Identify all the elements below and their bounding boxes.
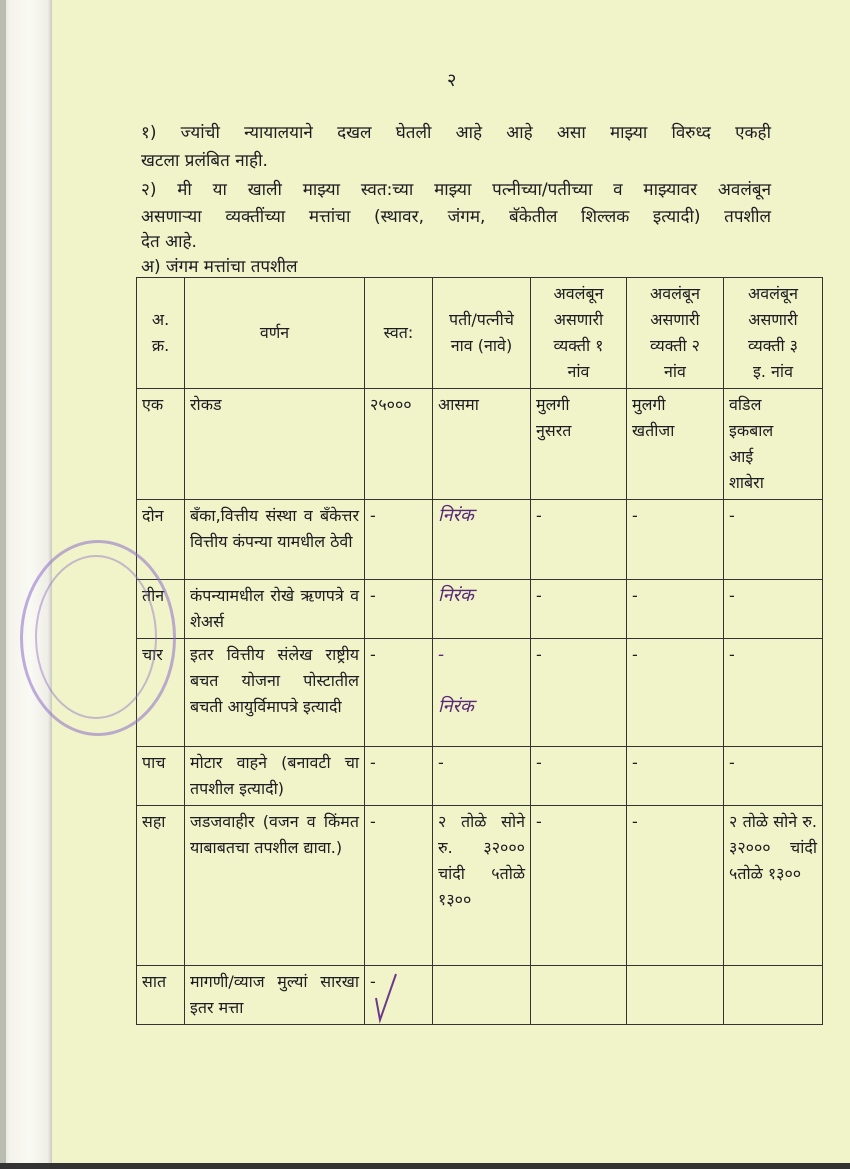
cell-spouse [433, 966, 531, 1025]
page-edge-shadow [0, 0, 6, 1169]
cell-serial: दोन [137, 500, 185, 580]
paragraph-1-line-1: १) ज्यांची न्यायालयाने दखल घेतली आहे आहे असा माझ्या विरुध्द एकही [141, 123, 771, 143]
cell-self: - [365, 639, 433, 747]
cell-self: - [365, 747, 433, 806]
header-dependent-1: अवलंबून असणारी व्यक्ती १ नांव [531, 278, 627, 389]
cell-serial: एक [137, 389, 185, 500]
table-row [137, 806, 823, 966]
cell-spouse: आसमा [433, 389, 531, 500]
cell-dependent-2: - [627, 747, 724, 806]
cell-dependent-3: २ तोळे सोने रु. ३२००० चांदी ५तोळे १३०० [724, 806, 823, 966]
cell-description: मागणी/व्याज मुल्यां सारखा इतर मत्ता [185, 966, 365, 1025]
cell-dependent-2: - [627, 806, 724, 966]
table-row [137, 500, 823, 580]
scan-bottom-border [0, 1163, 850, 1169]
cell-dependent-2 [627, 966, 724, 1025]
cell-self: - [365, 966, 433, 1025]
paragraph-2-line-3: देत आहे. [141, 232, 197, 252]
cell-dependent-3: - [724, 747, 823, 806]
cell-serial: तीन [137, 580, 185, 639]
cell-dependent-3 [724, 966, 823, 1025]
official-stamp-inner-ring [35, 555, 157, 719]
cell-dependent-3: वडिल इकबाल आई शाबेरा [724, 389, 823, 500]
cell-dependent-2: - [627, 580, 724, 639]
header-spouse: पती/पत्नीचे नाव (नावे) [433, 278, 531, 389]
cell-description: इतर वित्तीय संलेख राष्ट्रीय बचत योजना पोस्टातील बचती आयुर्विमापत्रे इत्यादी [185, 639, 365, 747]
cell-spouse: २ तोळे सोने रु. ३२००० चांदी ५तोळे १३०० [433, 806, 531, 966]
paragraph-2-line-2: असणाऱ्या व्यक्तींच्या मत्तांचा (स्थावर, जंगम, बॅकेतील शिल्लक इत्यादी) तपशील [141, 207, 771, 227]
cell-spouse: - [433, 747, 531, 806]
header-description: वर्णन [185, 278, 365, 389]
cell-dependent-3: - [724, 500, 823, 580]
table-row [137, 389, 823, 500]
cell-description: कंपन्यामधील रोखे ऋणपत्रे व शेअर्स [185, 580, 365, 639]
cell-description: बॅंका,वित्तीय संस्था व बॅंकेत्तर वित्तीय कंपन्या यामधील ठेवी [185, 500, 365, 580]
page-number: २ [447, 70, 457, 91]
cell-dependent-1: - [531, 806, 627, 966]
header-dependent-2: अवलंबून असणारी व्यक्ती २ नांव [627, 278, 724, 389]
header-dependent-3: अवलंबून असणारी व्यक्ती ३ इ. नांव [724, 278, 823, 389]
cell-dependent-1 [531, 966, 627, 1025]
cell-spouse-handwritten: - निरंक [433, 639, 531, 747]
cell-self: २५००० [365, 389, 433, 500]
cell-dependent-3: - [724, 639, 823, 747]
section-a-heading: अ) जंगम मत्तांचा तपशील [141, 257, 298, 277]
cell-spouse-handwritten: निरंक [433, 580, 531, 639]
cell-serial: पाच [137, 747, 185, 806]
header-serial: अ. क्र. [137, 278, 185, 389]
cell-self: - [365, 580, 433, 639]
cell-dependent-1: - [531, 580, 627, 639]
table-row [137, 966, 823, 1025]
cell-dependent-1: मुलगी नुसरत [531, 389, 627, 500]
cell-spouse-handwritten: निरंक [433, 500, 531, 580]
cell-dependent-2: मुलगी खतीजा [627, 389, 724, 500]
movable-assets-table [136, 277, 823, 1025]
cell-serial: सात [137, 966, 185, 1025]
table-row [137, 639, 823, 747]
page-edge-strip [0, 0, 52, 1169]
table-row [137, 747, 823, 806]
cell-self: - [365, 500, 433, 580]
cell-dependent-1: - [531, 639, 627, 747]
cell-dependent-2: - [627, 500, 724, 580]
cell-dependent-3: - [724, 580, 823, 639]
cell-description: रोकड [185, 389, 365, 500]
cell-description: जडजवाहीर (वजन व किंमत याबाबतचा तपशील द्यावा.) [185, 806, 365, 966]
cell-serial: सहा [137, 806, 185, 966]
header-self: स्वत: [365, 278, 433, 389]
paragraph-1-line-2: खटला प्रलंबित नाही. [141, 151, 268, 171]
cell-dependent-2: - [627, 639, 724, 747]
table-row [137, 580, 823, 639]
paragraph-2-line-1: २) मी या खाली माझ्या स्वत:च्या माझ्या पत्नीच्या/पतीच्या व माझ्यावर अवलंबून [141, 180, 771, 200]
cell-dependent-1: - [531, 747, 627, 806]
cell-dependent-1: - [531, 500, 627, 580]
tick-mark-icon [370, 970, 400, 1025]
cell-serial: चार [137, 639, 185, 747]
cell-self: - [365, 806, 433, 966]
cell-description: मोटार वाहने (बनावटी चा तपशील इत्यादी) [185, 747, 365, 806]
table-header-row [137, 278, 823, 389]
